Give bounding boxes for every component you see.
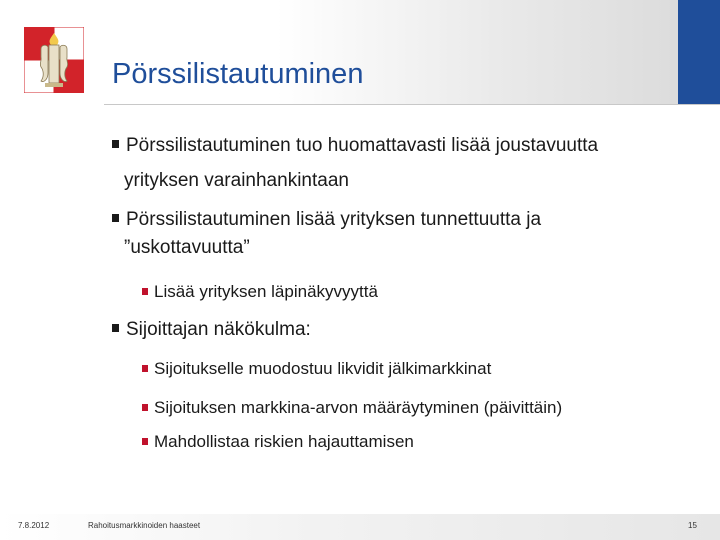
square-bullet-icon bbox=[112, 140, 119, 148]
bullet-item: Pörssilistautuminen lisää yrityksen tunnettuutta ja bbox=[112, 201, 541, 239]
square-bullet-icon bbox=[142, 438, 148, 445]
coat-of-arms-logo-icon bbox=[24, 27, 84, 93]
footer bbox=[0, 514, 720, 540]
square-bullet-icon bbox=[142, 404, 148, 411]
sub-bullet-item: Lisää yrityksen läpinäkyvyyttä bbox=[142, 277, 378, 307]
bullet-item-continuation: yrityksen varainhankintaan bbox=[124, 170, 349, 191]
sub-bullet-item: Sijoituksen markkina-arvon määräytyminen (päivittäin) bbox=[142, 393, 562, 423]
bullet-item: Pörssilistautuminen tuo huomattavasti lisää joustavuutta bbox=[112, 127, 598, 165]
footer-page-number: 15 bbox=[688, 521, 697, 530]
footer-date: 7.8.2012 bbox=[18, 521, 50, 530]
sub-bullet-item: Sijoitukselle muodostuu likvidit jälkimarkkinat bbox=[142, 354, 491, 384]
square-bullet-icon bbox=[142, 288, 148, 295]
title-bar bbox=[104, 0, 678, 104]
bullet-item-continuation: ”uskottavuutta” bbox=[124, 237, 250, 258]
square-bullet-icon bbox=[112, 324, 119, 332]
header-accent-block bbox=[678, 0, 720, 104]
square-bullet-icon bbox=[142, 365, 148, 372]
square-bullet-icon bbox=[112, 214, 119, 222]
footer-topic: Rahoitusmarkkinoiden haasteet bbox=[88, 521, 201, 530]
slide-title: Pörssilistautuminen bbox=[112, 58, 364, 90]
sub-bullet-item: Mahdollistaa riskien hajauttamisen bbox=[142, 427, 414, 457]
bullet-item: Sijoittajan näkökulma: bbox=[112, 311, 311, 349]
header-divider bbox=[104, 104, 720, 105]
